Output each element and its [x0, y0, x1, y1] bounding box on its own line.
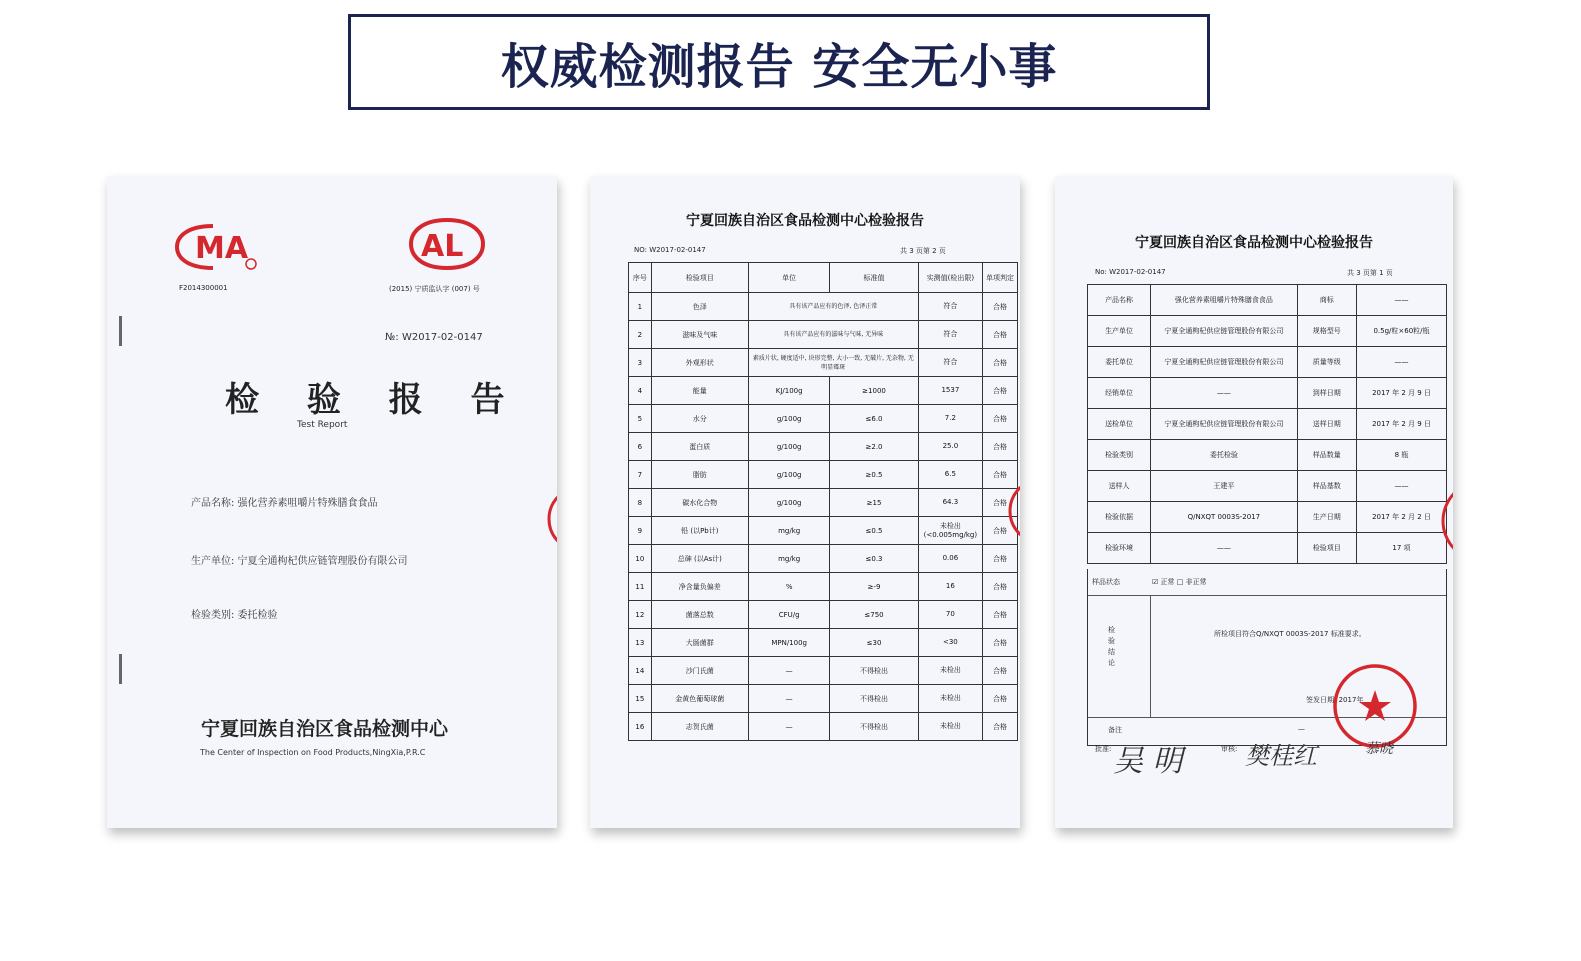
table-cell: mg/kg	[748, 545, 829, 573]
table-cell: 宁夏全通枸杞供应链管理股份有限公司	[1151, 316, 1297, 347]
cal-logo-text: AL	[421, 229, 464, 264]
table-cell: 合格	[983, 461, 1018, 489]
checker-signature: 慕晓	[1365, 741, 1393, 757]
table-cell: KJ/100g	[748, 377, 829, 405]
table-row	[629, 293, 1018, 321]
table-cell: 符合	[918, 293, 982, 321]
cma-logo-icon	[173, 222, 257, 272]
table-cell: 到样日期	[1297, 378, 1356, 409]
table-cell: 不得检出	[830, 713, 918, 741]
cma-code: F2014300001	[179, 284, 228, 292]
seal-edge-icon	[1439, 476, 1453, 566]
table-cell: 检验类别	[1088, 440, 1151, 471]
results-table	[628, 262, 1018, 741]
summary-number: No: W2017-02-0147	[1095, 268, 1166, 276]
header-cell: 实测值(检出限)	[918, 263, 982, 293]
reviewer-signature: 樊桂红	[1245, 742, 1317, 770]
table-row	[629, 573, 1018, 601]
table-cell: ——	[1151, 533, 1297, 564]
table-cell: 不得检出	[830, 685, 918, 713]
table-cell: 2017 年 2 月 9 日	[1357, 409, 1447, 440]
table-cell: 17 项	[1357, 533, 1447, 564]
summary-page: 共 3 页第 1 页	[1347, 269, 1393, 277]
table-cell: 强化营养素咀嚼片特殊膳食食品	[1151, 285, 1297, 316]
table-row	[1088, 533, 1447, 564]
center-name-en: The Center of Inspection on Food Products,NingXia,P.R.C	[200, 748, 426, 757]
results-title: 宁夏回族自治区食品检测中心检验报告	[686, 213, 924, 229]
table-cell: 6.5	[918, 461, 982, 489]
table-cell: 生产单位	[1088, 316, 1151, 347]
table-cell: 水分	[651, 405, 748, 433]
table-cell: —	[748, 713, 829, 741]
table-row	[1088, 409, 1447, 440]
table-cell: 商标	[1297, 285, 1356, 316]
table-cell: 铅 (以Pb计)	[651, 517, 748, 545]
table-cell: 0.5g/粒×60粒/瓶	[1357, 316, 1447, 347]
header-cell: 序号	[629, 263, 652, 293]
table-cell: 委托单位	[1088, 347, 1151, 378]
table-row	[629, 321, 1018, 349]
table-cell: 宁夏全通枸杞供应链管理股份有限公司	[1151, 347, 1297, 378]
table-cell: 检验依据	[1088, 502, 1151, 533]
table-cell: 规格型号	[1297, 316, 1356, 347]
sample-state: ☑ 正常 □ 非正常	[1152, 578, 1207, 586]
table-cell: 合格	[983, 517, 1018, 545]
conclusion-label: 检验结论	[1108, 626, 1115, 667]
table-cell: 合格	[983, 713, 1018, 741]
review-label: 审核:	[1221, 745, 1238, 753]
table-cell: 7	[629, 461, 652, 489]
table-cell: 净含量负偏差	[651, 573, 748, 601]
table-cell: 产品名称	[1088, 285, 1151, 316]
table-row	[629, 405, 1018, 433]
table-cell: 16	[629, 713, 652, 741]
table-cell: 能量	[651, 377, 748, 405]
table-cell: 送样日期	[1297, 409, 1356, 440]
table-cell: 8 瓶	[1357, 440, 1447, 471]
table-cell: 样品基数	[1297, 471, 1356, 502]
table-cell: 合格	[983, 321, 1018, 349]
table-cell: ——	[1151, 378, 1297, 409]
table-cell: 合格	[983, 489, 1018, 517]
table-cell: g/100g	[748, 461, 829, 489]
table-cell: CFU/g	[748, 601, 829, 629]
table-cell: g/100g	[748, 405, 829, 433]
table-cell: 质量等级	[1297, 347, 1356, 378]
table-cell: ≤0.3	[830, 545, 918, 573]
table-cell: —	[748, 657, 829, 685]
table-cell: 5	[629, 405, 652, 433]
table-cell: 3	[629, 349, 652, 377]
table-cell: 1537	[918, 377, 982, 405]
table-cell: —	[748, 685, 829, 713]
seal-edge-icon	[1002, 476, 1020, 546]
table-cell: 送样人	[1088, 471, 1151, 502]
banner-title: 权威检测报告 安全无小事	[500, 38, 1058, 95]
table-row	[629, 685, 1018, 713]
table-cell: 4	[629, 377, 652, 405]
table-row	[629, 377, 1018, 405]
table-row	[1088, 316, 1447, 347]
product-name: 产品名称: 强化营养素咀嚼片特殊膳食食品	[191, 498, 378, 509]
table-cell: 合格	[983, 685, 1018, 713]
seal-edge-icon	[541, 484, 557, 554]
table-row	[629, 489, 1018, 517]
table-cell: MPN/100g	[748, 629, 829, 657]
inspection-category: 检验类别: 委托检验	[191, 610, 278, 621]
summary-table	[1087, 284, 1447, 564]
header-cell: 单项判定	[983, 263, 1018, 293]
table-cell: <30	[918, 629, 982, 657]
report-title: 检 验 报 告	[225, 380, 523, 420]
table-cell: 合格	[983, 293, 1018, 321]
table-cell: 2017 年 2 月 2 日	[1357, 502, 1447, 533]
table-cell: 合格	[983, 601, 1018, 629]
table-cell: Q/NXQT 0003S-2017	[1151, 502, 1297, 533]
center-name-cn: 宁夏回族自治区食品检测中心	[201, 718, 449, 740]
table-cell: 合格	[983, 657, 1018, 685]
table-cell: 送检单位	[1088, 409, 1151, 440]
table-cell: 宁夏全通枸杞供应链管理股份有限公司	[1151, 409, 1297, 440]
header-cell: 标准值	[830, 263, 918, 293]
table-cell: 13	[629, 629, 652, 657]
table-row	[1088, 502, 1447, 533]
table-cell: 未检出	[918, 685, 982, 713]
banner	[348, 14, 1210, 110]
table-cell: 合格	[983, 349, 1018, 377]
table-cell: 16	[918, 573, 982, 601]
table-row	[629, 601, 1018, 629]
results-page: 共 3 页第 2 页	[900, 247, 946, 255]
table-cell: 7.2	[918, 405, 982, 433]
header-cell: 单位	[748, 263, 829, 293]
table-cell: 未检出	[918, 657, 982, 685]
table-row	[1088, 285, 1447, 316]
table-cell: 碳水化合物	[651, 489, 748, 517]
table-cell: 蛋白质	[651, 433, 748, 461]
table-row	[1088, 347, 1447, 378]
table-cell: ——	[1357, 347, 1447, 378]
table-cell: 检验项目	[1297, 533, 1356, 564]
table-cell: mg/kg	[748, 517, 829, 545]
table-cell: 生产日期	[1297, 502, 1356, 533]
table-cell: 委托检验	[1151, 440, 1297, 471]
table-cell: 色泽	[651, 293, 748, 321]
table-row	[629, 349, 1018, 377]
table-cell: 12	[629, 601, 652, 629]
table-cell: 具有该产品应有的滋味与气味, 无异味	[748, 321, 918, 349]
table-cell: 菌落总数	[651, 601, 748, 629]
cal-code: (2015) 宁质监认字 (007) 号	[389, 285, 480, 293]
table-row	[629, 657, 1018, 685]
table-cell: ≥-9	[830, 573, 918, 601]
table-cell: 合格	[983, 405, 1018, 433]
table-cell: ≤6.0	[830, 405, 918, 433]
table-cell: 合格	[983, 433, 1018, 461]
table-cell: 志贺氏菌	[651, 713, 748, 741]
table-row	[629, 545, 1018, 573]
table-cell: 滋味及气味	[651, 321, 748, 349]
table-cell: 样品数量	[1297, 440, 1356, 471]
table-cell: 检验环境	[1088, 533, 1151, 564]
table-cell: g/100g	[748, 489, 829, 517]
report-results-page[interactable]	[590, 176, 1020, 828]
table-cell: 0.06	[918, 545, 982, 573]
table-cell: 素质片状, 硬度适中, 块形完整, 大小一致, 无破片, 无杂物, 无明显霉斑	[748, 349, 918, 377]
table-cell: 沙门氏菌	[651, 657, 748, 685]
table-cell: ≥15	[830, 489, 918, 517]
table-cell: 合格	[983, 545, 1018, 573]
conclusion-text: 所检项目符合Q/NXQT 0003S-2017 标准要求。	[1214, 630, 1366, 638]
table-cell: 合格	[983, 573, 1018, 601]
table-cell: 金黄色葡萄球菌	[651, 685, 748, 713]
binding-mark	[119, 654, 122, 684]
table-row	[629, 433, 1018, 461]
table-cell: 未检出	[918, 713, 982, 741]
sample-state-label: 样品状态	[1092, 578, 1120, 586]
remark: —	[1298, 725, 1305, 733]
table-cell: ——	[1357, 285, 1447, 316]
header-cell: 检验项目	[651, 263, 748, 293]
report-number: №: W2017-02-0147	[385, 332, 483, 343]
report-subtitle: Test Report	[297, 420, 348, 430]
table-cell: 14	[629, 657, 652, 685]
table-cell: ≤30	[830, 629, 918, 657]
table-cell: 1	[629, 293, 652, 321]
approve-label: 批准:	[1095, 745, 1112, 753]
table-cell: ≥0.5	[830, 461, 918, 489]
table-row	[629, 629, 1018, 657]
table-cell: 合格	[983, 629, 1018, 657]
table-row	[1088, 378, 1447, 409]
table-cell: 符合	[918, 349, 982, 377]
table-cell: 脂肪	[651, 461, 748, 489]
cal-logo-icon	[407, 216, 487, 272]
table-cell: ≥2.0	[830, 433, 918, 461]
table-cell: 大肠菌群	[651, 629, 748, 657]
table-cell: ≤750	[830, 601, 918, 629]
table-cell: 2	[629, 321, 652, 349]
table-cell: 11	[629, 573, 652, 601]
cma-logo-text: MA	[195, 231, 249, 266]
table-row	[629, 713, 1018, 741]
table-row	[1088, 471, 1447, 502]
table-cell: 9	[629, 517, 652, 545]
report-summary-page[interactable]	[1055, 176, 1453, 828]
table-cell: 外观形状	[651, 349, 748, 377]
table-cell: 未检出 (<0.005mg/kg)	[918, 517, 982, 545]
table-cell: 6	[629, 433, 652, 461]
binding-mark	[119, 316, 122, 346]
table-row	[629, 517, 1018, 545]
table-cell: 25.0	[918, 433, 982, 461]
table-cell: 符合	[918, 321, 982, 349]
table-cell: 10	[629, 545, 652, 573]
approver-signature: 吴 明	[1113, 744, 1183, 779]
table-cell: ≤0.5	[830, 517, 918, 545]
table-row	[629, 461, 1018, 489]
report-cover[interactable]	[107, 176, 557, 828]
table-cell: 具有该产品应有的色泽, 色泽正常	[748, 293, 918, 321]
table-row	[1088, 440, 1447, 471]
table-cell: g/100g	[748, 433, 829, 461]
table-cell: 王建平	[1151, 471, 1297, 502]
table-cell: 经销单位	[1088, 378, 1151, 409]
table-cell: 8	[629, 489, 652, 517]
table-cell: 不得检出	[830, 657, 918, 685]
table-cell: 合格	[983, 377, 1018, 405]
remark-label: 备注	[1108, 726, 1122, 734]
official-seal-icon	[1327, 660, 1423, 750]
table-cell: 70	[918, 601, 982, 629]
summary-title: 宁夏回族自治区食品检测中心检验报告	[1135, 235, 1373, 251]
table-cell: ——	[1357, 471, 1447, 502]
results-number: NO: W2017-02-0147	[634, 246, 706, 254]
table-cell: 2017 年 2 月 9 日	[1357, 378, 1447, 409]
table-cell: 15	[629, 685, 652, 713]
table-cell: 64.3	[918, 489, 982, 517]
table-cell: 总砷 (以As计)	[651, 545, 748, 573]
sign-date: 签发日期: 2017年	[1306, 696, 1364, 704]
table-cell: ≥1000	[830, 377, 918, 405]
producer: 生产单位: 宁夏全通枸杞供应链管理股份有限公司	[191, 556, 408, 567]
table-cell: %	[748, 573, 829, 601]
table-header-row	[629, 263, 1018, 293]
